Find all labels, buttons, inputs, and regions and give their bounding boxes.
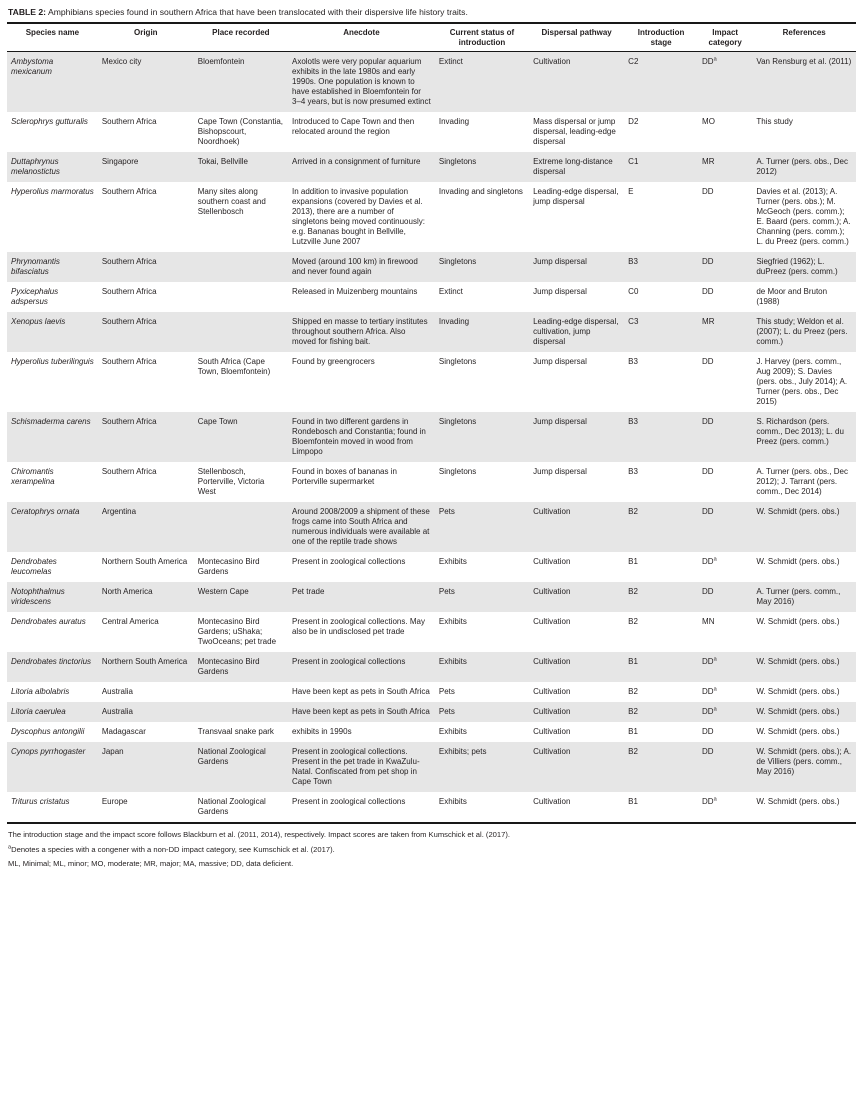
cell-current-status: Exhibits [438, 657, 467, 666]
cell-anecdote: Found in boxes of bananas in Porterville supermarket [291, 467, 397, 486]
cell-introduction-stage: B2 [628, 747, 638, 756]
cell-species-name: Notophthalmus viridescens [11, 587, 65, 606]
impact-value: MO [702, 117, 715, 126]
cell-references: W. Schmidt (pers. obs.) [756, 707, 840, 716]
cell-species-name: Cynops pyrrhogaster [11, 747, 86, 756]
cell-dispersal-pathway: Jump dispersal [533, 417, 587, 426]
cell-current-status: Singletons [438, 157, 477, 166]
cell-introduction-stage: C3 [628, 317, 639, 326]
cell-place-recorded: Cape Town [197, 417, 238, 426]
cell-current-status: Exhibits [438, 727, 467, 736]
cell-species-name: Dendrobates leucomelas [11, 557, 57, 576]
cell-introduction-stage: B1 [628, 727, 638, 736]
cell-anecdote: Around 2008/2009 a shipment of these frogs came into South Africa and numerous individuals were available at one of the reptile trade shows [291, 507, 430, 546]
impact-superscript: a [713, 796, 717, 803]
cell-references: W. Schmidt (pers. obs.) [756, 507, 840, 516]
cell-place-recorded: Montecasino Bird Gardens [197, 557, 260, 576]
column-header: Current status of introduction [435, 23, 529, 52]
cell-anecdote: Have been kept as pets in South Africa [291, 687, 430, 696]
cell-references: This study [756, 117, 793, 126]
cell-dispersal-pathway: Jump dispersal [533, 257, 587, 266]
cell-impact-category [698, 792, 752, 823]
cell-current-status: Pets [438, 587, 455, 596]
cell-species-name: Ambystoma mexicanum [11, 57, 54, 76]
cell-species-name: Litoria caerulea [11, 707, 66, 716]
table-row [7, 742, 856, 792]
table-row [7, 52, 856, 113]
cell-current-status: Exhibits [438, 557, 467, 566]
table-row [7, 182, 856, 252]
impact-value: DD [702, 357, 714, 366]
impact-value: DD [702, 417, 714, 426]
table-row [7, 502, 856, 552]
species-table [7, 22, 856, 824]
cell-place-recorded: Bloemfontein [197, 57, 245, 66]
cell-origin: Argentina [101, 507, 137, 516]
cell-anecdote: Arrived in a consignment of furniture [291, 157, 421, 166]
table-row [7, 152, 856, 182]
cell-place-recorded: National Zoological Gardens [197, 747, 266, 766]
cell-dispersal-pathway: Cultivation [533, 657, 571, 666]
cell-origin: Singapore [101, 157, 139, 166]
cell-anecdote: Present in zoological collections. Present in the pet trade in KwaZulu-Natal. Confiscated from pet shop in Cape Town [291, 747, 420, 786]
table-row [7, 552, 856, 582]
cell-dispersal-pathway: Cultivation [533, 687, 571, 696]
cell-impact-category [698, 462, 752, 502]
cell-impact-category [698, 312, 752, 352]
cell-dispersal-pathway: Cultivation [533, 557, 571, 566]
impact-value: DD [702, 747, 714, 756]
cell-impact-category [698, 612, 752, 652]
table-row [7, 252, 856, 282]
cell-references: W. Schmidt (pers. obs.); A. de Villiers (pers. comm., May 2016) [756, 747, 852, 776]
cell-current-status: Pets [438, 707, 455, 716]
impact-value: DD [702, 657, 714, 666]
cell-dispersal-pathway: Cultivation [533, 797, 571, 806]
table-row [7, 652, 856, 682]
impact-superscript: a [713, 556, 717, 563]
cell-place-recorded [194, 282, 288, 312]
cell-dispersal-pathway: Cultivation [533, 617, 571, 626]
impact-value: DD [702, 707, 714, 716]
column-header: References [752, 23, 856, 52]
cell-introduction-stage: D2 [628, 117, 639, 126]
cell-dispersal-pathway: Mass dispersal or jump dispersal, leading-edge dispersal [533, 117, 616, 146]
cell-current-status: Invading [438, 117, 470, 126]
impact-value: MN [702, 617, 715, 626]
cell-impact-category [698, 182, 752, 252]
cell-origin: Southern Africa [101, 417, 157, 426]
cell-impact-category [698, 52, 752, 113]
cell-place-recorded: Stellenbosch, Porterville, Victoria West [197, 467, 265, 496]
cell-origin: Southern Africa [101, 117, 157, 126]
cell-origin: Southern Africa [101, 287, 157, 296]
cell-references: A. Turner (pers. comm., May 2016) [756, 587, 841, 606]
cell-introduction-stage: B2 [628, 707, 638, 716]
cell-place-recorded: National Zoological Gardens [197, 797, 266, 816]
cell-species-name: Dyscophus antongilii [11, 727, 85, 736]
cell-species-name: Hyperolius marmoratus [11, 187, 94, 196]
cell-references: W. Schmidt (pers. obs.) [756, 797, 840, 806]
cell-references: Van Rensburg et al. (2011) [756, 57, 852, 66]
cell-references: J. Harvey (pers. comm., Aug 2009); S. Davies (pers. obs., July 2014); A. Turner (pers. obs., Dec 2015) [756, 357, 848, 406]
impact-value: DD [702, 57, 714, 66]
column-header: Introduction stage [624, 23, 698, 52]
cell-impact-category [698, 252, 752, 282]
cell-origin: Southern Africa [101, 257, 157, 266]
table-title [8, 7, 856, 18]
cell-dispersal-pathway: Jump dispersal [533, 287, 587, 296]
cell-place-recorded: Tokai, Bellville [197, 157, 248, 166]
cell-anecdote: exhibits in 1990s [291, 727, 352, 736]
cell-dispersal-pathway: Extreme long-distance dispersal [533, 157, 613, 176]
cell-origin: Southern Africa [101, 357, 157, 366]
cell-origin: Europe [101, 797, 128, 806]
cell-origin: Madagascar [101, 727, 146, 736]
cell-origin: Central America [101, 617, 159, 626]
cell-references: Siegfried (1962); L. duPreez (pers. comm.) [756, 257, 838, 276]
cell-introduction-stage: B2 [628, 617, 638, 626]
impact-value: MR [702, 317, 715, 326]
table-row [7, 682, 856, 702]
table-row [7, 582, 856, 612]
cell-references: W. Schmidt (pers. obs.) [756, 687, 840, 696]
impact-value: DD [702, 187, 714, 196]
impact-value: DD [702, 727, 714, 736]
cell-anecdote: Present in zoological collections. May also be in undisclosed pet trade [291, 617, 425, 636]
cell-introduction-stage: C0 [628, 287, 639, 296]
cell-impact-category [698, 582, 752, 612]
cell-species-name: Sclerophrys gutturalis [11, 117, 88, 126]
cell-anecdote: Axolotls were very popular aquarium exhibits in the late 1980s and early 1990s. One population is known to have established in Bloemfontein for 3–4 years, but is now presumed extinct [291, 57, 431, 106]
impact-value: DD [702, 467, 714, 476]
table-row [7, 112, 856, 152]
cell-references: W. Schmidt (pers. obs.) [756, 727, 840, 736]
footnote-stage-impact: The introduction stage and the impact score follows Blackburn et al. (2011, 2014), respectively. Impact scores are taken from Kumschick et al. (2017). [8, 830, 510, 839]
column-header: Impact category [698, 23, 752, 52]
cell-dispersal-pathway: Jump dispersal [533, 467, 587, 476]
cell-dispersal-pathway: Cultivation [533, 747, 571, 756]
table-row [7, 462, 856, 502]
cell-anecdote: Moved (around 100 km) in firewood and never found again [291, 257, 418, 276]
impact-superscript: a [713, 656, 717, 663]
cell-species-name: Dendrobates auratus [11, 617, 86, 626]
cell-species-name: Triturus cristatus [11, 797, 70, 806]
cell-origin: Southern Africa [101, 317, 157, 326]
impact-value: DD [702, 287, 714, 296]
cell-anecdote: Present in zoological collections [291, 797, 406, 806]
cell-impact-category [698, 412, 752, 462]
cell-origin: North America [101, 587, 153, 596]
cell-current-status: Extinct [438, 287, 463, 296]
cell-impact-category [698, 552, 752, 582]
table-row [7, 612, 856, 652]
cell-dispersal-pathway: Cultivation [533, 507, 571, 516]
footnote-superscript-a: a [8, 843, 12, 850]
cell-dispersal-pathway: Jump dispersal [533, 357, 587, 366]
cell-impact-category [698, 152, 752, 182]
cell-references: Davies et al. (2013); A. Turner (pers. obs.); M. McGeoch (pers. comm.); E. Baard (pers. comm.); A. Channing (pers. comm.); L. du Preez (pers. comm.) [756, 187, 851, 246]
cell-references: A. Turner (pers. obs., Dec 2012); J. Tarrant (pers. comm., Dec 2014) [756, 467, 848, 496]
table-row [7, 282, 856, 312]
cell-references: This study; Weldon et al. (2007); L. du Preez (pers. comm.) [756, 317, 848, 346]
cell-place-recorded: Transvaal snake park [197, 727, 274, 736]
cell-introduction-stage: B3 [628, 357, 638, 366]
cell-place-recorded [194, 312, 288, 352]
cell-current-status: Pets [438, 507, 455, 516]
cell-place-recorded: Western Cape [197, 587, 249, 596]
cell-place-recorded: Montecasino Bird Gardens; uShaka; TwoOceans; pet trade [197, 617, 277, 646]
table-title-text: Amphibians species found in southern Africa that have been translocated with their dispersive life history traits. [47, 7, 468, 17]
cell-references: de Moor and Bruton (1988) [756, 287, 828, 306]
cell-references: W. Schmidt (pers. obs.) [756, 557, 840, 566]
cell-species-name: Hyperolius tuberilinguis [11, 357, 94, 366]
cell-current-status: Exhibits [438, 617, 467, 626]
cell-introduction-stage: B2 [628, 687, 638, 696]
impact-superscript: a [713, 706, 717, 713]
cell-anecdote: Shipped en masse to tertiary institutes throughout southern Africa. Also moved for fishing bait. [291, 317, 428, 346]
column-header: Place recorded [194, 23, 288, 52]
cell-introduction-stage: B3 [628, 417, 638, 426]
cell-impact-category [698, 282, 752, 312]
cell-dispersal-pathway: Cultivation [533, 587, 571, 596]
cell-impact-category [698, 112, 752, 152]
cell-impact-category [698, 682, 752, 702]
table-header-row [7, 23, 856, 52]
cell-species-name: Pyxicephalus adspersus [11, 287, 59, 306]
cell-origin: Northern South America [101, 657, 188, 666]
cell-dispersal-pathway: Leading-edge dispersal, cultivation, jump dispersal [533, 317, 619, 346]
cell-species-name: Phrynomantis bifasciatus [11, 257, 60, 276]
cell-current-status: Singletons [438, 357, 477, 366]
cell-anecdote: Released in Muizenberg mountains [291, 287, 418, 296]
cell-impact-category [698, 652, 752, 682]
cell-introduction-stage: B2 [628, 507, 638, 516]
impact-value: DD [702, 257, 714, 266]
cell-species-name: Duttaphrynus melanostictus [11, 157, 60, 176]
table-row [7, 412, 856, 462]
cell-place-recorded: South Africa (Cape Town, Bloemfontein) [197, 357, 271, 376]
footnote-denotes-text: Denotes a species with a congener with a non-DD impact category, see Kumschick et al. (2017). [11, 844, 335, 854]
footnotes [7, 829, 856, 869]
cell-origin: Northern South America [101, 557, 188, 566]
cell-dispersal-pathway: Cultivation [533, 707, 571, 716]
cell-origin: Southern Africa [101, 187, 157, 196]
cell-introduction-stage: C2 [628, 57, 639, 66]
cell-references: W. Schmidt (pers. obs.) [756, 617, 840, 626]
cell-origin: Australia [101, 707, 133, 716]
column-header: Anecdote [288, 23, 435, 52]
cell-impact-category [698, 702, 752, 722]
table-body [7, 52, 856, 824]
cell-place-recorded: Montecasino Bird Gardens [197, 657, 260, 676]
cell-references: A. Turner (pers. obs., Dec 2012) [756, 157, 848, 176]
impact-superscript: a [713, 56, 717, 63]
cell-introduction-stage: B1 [628, 657, 638, 666]
cell-place-recorded [194, 502, 288, 552]
cell-origin: Mexico city [101, 57, 142, 66]
table-row [7, 312, 856, 352]
table-row [7, 722, 856, 742]
cell-anecdote: Present in zoological collections [291, 657, 406, 666]
cell-anecdote: Introduced to Cape Town and then relocated around the region [291, 117, 415, 136]
impact-value: DD [702, 797, 714, 806]
cell-anecdote: Present in zoological collections [291, 557, 406, 566]
cell-species-name: Litoria albolabris [11, 687, 70, 696]
cell-impact-category [698, 742, 752, 792]
cell-current-status: Extinct [438, 57, 463, 66]
cell-origin: Australia [101, 687, 133, 696]
cell-species-name: Schismaderma carens [11, 417, 91, 426]
cell-introduction-stage: C1 [628, 157, 639, 166]
cell-species-name: Dendrobates tinctorius [11, 657, 92, 666]
cell-anecdote: Pet trade [291, 587, 325, 596]
cell-impact-category [698, 722, 752, 742]
impact-value: DD [702, 507, 714, 516]
cell-species-name: Ceratophrys ornata [11, 507, 80, 516]
cell-current-status: Invading [438, 317, 470, 326]
cell-place-recorded [194, 252, 288, 282]
cell-origin: Japan [101, 747, 124, 756]
footnote-denotes [8, 844, 856, 855]
column-header: Origin [98, 23, 194, 52]
impact-value: DD [702, 687, 714, 696]
cell-impact-category [698, 502, 752, 552]
cell-place-recorded [194, 702, 288, 722]
cell-dispersal-pathway: Cultivation [533, 727, 571, 736]
table-row [7, 792, 856, 823]
cell-anecdote: Found by greengrocers [291, 357, 375, 366]
cell-anecdote: In addition to invasive population expansions (covered by Davies et al. 2013), there are a number of singletons being moved continuously: e.g. Bananas bought in Bellville, Lutzville June 2007 [291, 187, 425, 246]
table-title-label: TABLE 2: [8, 7, 47, 17]
cell-current-status: Exhibits [438, 797, 467, 806]
cell-anecdote: Found in two different gardens in Rondebosch and Constantia; found in Bloemfontein moved in wood from Limpopo [291, 417, 426, 456]
cell-dispersal-pathway: Leading-edge dispersal, jump dispersal [533, 187, 619, 206]
impact-value: MR [702, 157, 715, 166]
table-row [7, 702, 856, 722]
cell-place-recorded [194, 682, 288, 702]
cell-references: W. Schmidt (pers. obs.) [756, 657, 840, 666]
cell-current-status: Singletons [438, 467, 477, 476]
cell-dispersal-pathway: Cultivation [533, 57, 571, 66]
cell-current-status: Invading and singletons [438, 187, 523, 196]
cell-introduction-stage: B1 [628, 797, 638, 806]
impact-value: DD [702, 557, 714, 566]
cell-species-name: Xenopus laevis [11, 317, 66, 326]
cell-impact-category [698, 352, 752, 412]
cell-place-recorded: Cape Town (Constantia, Bishopscourt, Noordhoek) [197, 117, 283, 146]
table-row [7, 352, 856, 412]
cell-species-name: Chiromantis xerampelina [11, 467, 55, 486]
cell-introduction-stage: B2 [628, 587, 638, 596]
cell-current-status: Pets [438, 687, 455, 696]
cell-introduction-stage: B3 [628, 257, 638, 266]
cell-introduction-stage: B3 [628, 467, 638, 476]
cell-current-status: Exhibits; pets [438, 747, 487, 756]
cell-origin: Southern Africa [101, 467, 157, 476]
column-header: Dispersal pathway [529, 23, 624, 52]
cell-place-recorded: Many sites along southern coast and Stellenbosch [197, 187, 266, 216]
cell-introduction-stage: E [628, 187, 634, 196]
impact-value: DD [702, 587, 714, 596]
impact-superscript: a [713, 686, 717, 693]
cell-references: S. Richardson (pers. comm., Dec 2013); L. du Preez (pers. comm.) [756, 417, 844, 446]
cell-current-status: Singletons [438, 417, 477, 426]
footnote-abbreviations: ML, Minimal; ML, minor; MO, moderate; MR, major; MA, massive; DD, data deficient. [8, 859, 294, 868]
cell-introduction-stage: B1 [628, 557, 638, 566]
cell-anecdote: Have been kept as pets in South Africa [291, 707, 430, 716]
cell-current-status: Singletons [438, 257, 477, 266]
column-header: Species name [7, 23, 98, 52]
